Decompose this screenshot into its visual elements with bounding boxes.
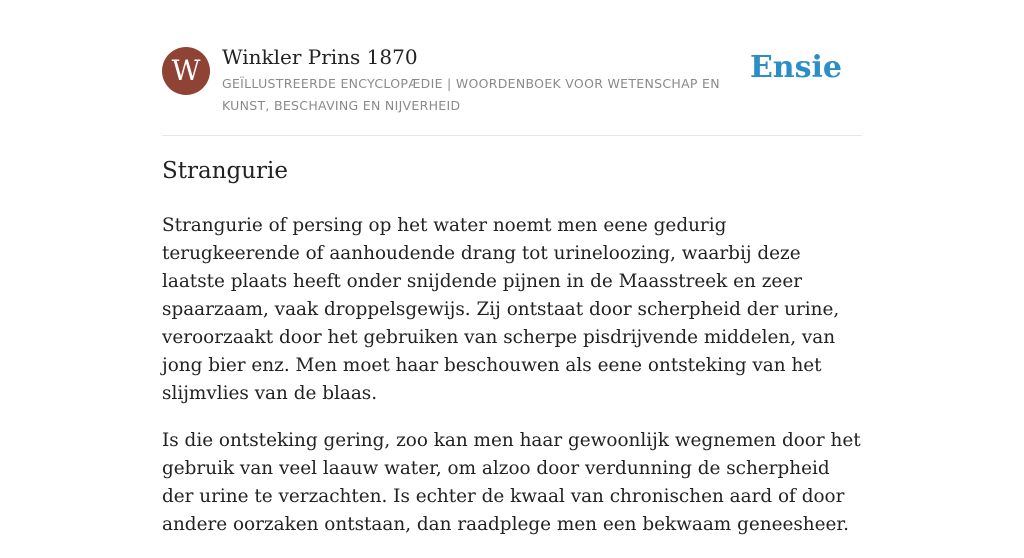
content-container xyxy=(162,0,862,535)
source-avatar[interactable]: W xyxy=(162,47,210,95)
source-subtitle: GEÏLLUSTREERDE ENCYCLOPÆDIE | WOORDENBOEK VOOR WETENSCHAP EN KUNST, BESCHAVING EN NIJVERHEID xyxy=(222,76,720,113)
source-title[interactable]: Winkler Prins 1870 xyxy=(222,45,418,69)
ensie-logo[interactable]: Ensie xyxy=(749,50,842,85)
entry-body xyxy=(162,212,862,558)
entry-paragraph: Strangurie of persing op het water noemt men eene gedurig terugkeerende of aanhoudende drang tot urineloozing, waarbij deze laatste plaats heeft onder snijdende pijnen in de Maasstreek en zeer spaarzaam, vaak droppelsgewijs. Zij ontstaat door scherpheid der urine, veroorzaakt door het gebruiken van scherpe pisdrijvende middelen, van jong bier enz. Men moet haar beschouwen als eene ontsteking van het slijmvlies van de blaas. xyxy=(162,215,840,404)
entry-paragraph: Is die ontsteking gering, zoo kan men haar gewoonlijk wegnemen door het gebruik van veel laauw water, om alzoo door verdunning de scherpheid der urine te verzachten. Is echter de kwaal van chronischen aard of door andere oorzaken ontstaan, dan raadplege men een bekwaam geneesheer. xyxy=(162,430,861,535)
source-header xyxy=(162,0,862,136)
entry-title: Strangurie xyxy=(162,158,289,184)
